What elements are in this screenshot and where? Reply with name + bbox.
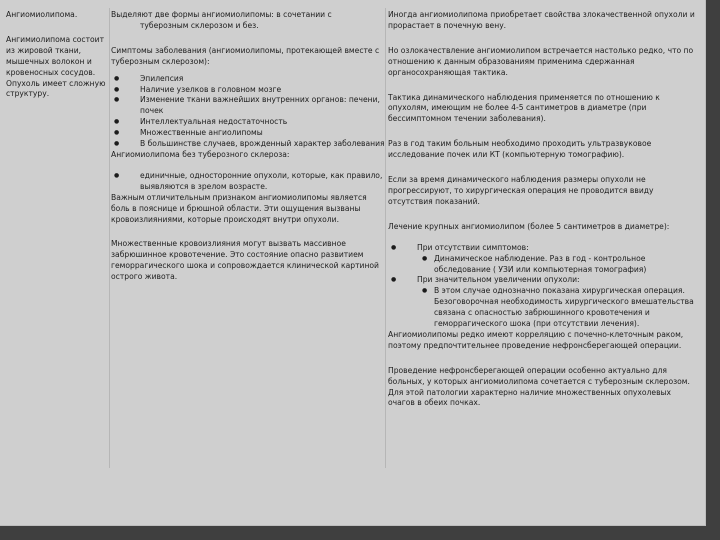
- paragraph: Ангиомиолипомы редко имеют корреляцию с почечно-клеточным раком, поэтому предпочтительнее проведение нефронсберегающей операции.: [388, 329, 684, 350]
- list-item: ● Динамическое наблюдение. Раз в год - контрольное обследование ( УЗИ или компьютерная томография): [422, 253, 647, 274]
- paragraph: Если за время динамического наблюдения размеры опухоли не прогрессируют, то хирургическая операция не проводится ввиду отсутствия показаний.: [388, 175, 654, 206]
- column-title: Ангиомиолипома.: [6, 10, 78, 19]
- bullet-icon: ●: [114, 171, 120, 179]
- forms-column: [111, 10, 387, 283]
- paragraph: Раз в год таким больным необходимо проходить ультразвуковое исследование почек или КТ (компьютерную томографию).: [388, 139, 652, 160]
- bullet-icon: ●: [114, 140, 120, 148]
- bullet-icon: ●: [114, 96, 120, 104]
- list-item: ● При значительном увеличении опухоли:: [391, 275, 580, 285]
- without-sclerosis-heading: Ангиомиолипома без туберозного склероза:: [111, 149, 290, 159]
- distinct-sign-text: Важным отличительным признаком ангиомиолипомы является боль в пояснице и брюшной области. Эти ощущения вызваны кровоизлияниями, которые происходят внутри опухоли.: [111, 192, 367, 224]
- paragraph: Но озлокачествление ангиомиолипом встречается настолько редко, что по отношению к данным образованиям применима сдержанная органосохраняющая тактика.: [388, 45, 694, 77]
- list-item: ● Эпилепсия: [114, 73, 184, 83]
- bullet-icon: ●: [114, 85, 120, 93]
- list-item: ● При отсутствии симптомов:: [391, 242, 529, 252]
- list-item: ● Наличие узелков в головном мозге: [114, 84, 282, 94]
- bullet-icon: ●: [391, 243, 397, 251]
- large-treatment-sublist: [388, 254, 700, 276]
- forms-intro: Выделяют две формы ангиомиолипомы: в сочетании с: [111, 10, 332, 19]
- symptoms-heading: Симптомы заболевания (ангиомиолипомы, протекающей вместе с туберозным склерозом):: [111, 45, 380, 66]
- bullet-icon: ●: [422, 287, 428, 295]
- bullet-icon: ●: [114, 118, 120, 126]
- multiple-hemorrhage-text: Множественные кровоизлияния могут вызвать массивное забрюшинное кровотечение. Это состояние опасно развитием геморрагического шока и сопровождается клинической картиной острого живота.: [111, 239, 379, 282]
- list-item: ● Интеллектуальная недостаточность: [114, 117, 288, 127]
- large-treatment-sublist: [388, 286, 700, 330]
- large-treatment-heading: Лечение крупных ангиомиолипом (более 5 сантиметров в диаметре):: [388, 221, 670, 231]
- definition-text: Ангимиолипома состоит из жировой ткани, мышечных волокон и кровеносных сосудов. Опухоль имеет сложную структуру.: [6, 34, 106, 99]
- large-treatment-list: [388, 275, 700, 286]
- paragraph: Проведение нефронсберегающей операции особенно актуально для больных, у которых ангиомиолипома сочетается с туберозным склерозом. Для этой патологии характерно наличие множественных опухолевых очагов в обеих почках.: [388, 365, 690, 408]
- bullet-icon: ●: [422, 254, 428, 262]
- bullet-icon: ●: [114, 74, 120, 82]
- definition-column: [6, 10, 110, 100]
- without-sclerosis-list: [111, 171, 387, 193]
- list-item: ● Изменение ткани важнейших внутренних органов: печени, почек: [114, 95, 380, 116]
- symptoms-list: [111, 74, 387, 150]
- bullet-icon: ●: [114, 129, 120, 137]
- list-item: ● В большинстве случаев, врожденный характер заболевания: [114, 139, 385, 149]
- forms-intro-continued: туберозным склерозом и без.: [140, 20, 259, 30]
- list-item: ● Множественные ангиолипомы: [114, 128, 263, 138]
- paragraph: Иногда ангиомиолипома приобретает свойства злокачественной опухоли и прорастает в почечную вену.: [388, 10, 695, 30]
- list-item: ● единичные, односторонние опухоли, которые, как правило, выявляются в зрелом возрасте.: [114, 170, 383, 191]
- list-item: ● В этом случае однозначно показана хирургическая операция. Безоговорочная необходимость хирургического вмешательства связана с опасностью забрюшинного кровотечения и геморрагического шока (при отсутствии лечения).: [422, 286, 694, 329]
- treatment-column: [388, 10, 700, 409]
- large-treatment-list: [388, 243, 700, 254]
- paragraph: Тактика динамического наблюдения применяется по отношению к опухолям, имеющим не более 4-5 сантиметров в диаметре (при бессимптомном течении заболевания).: [388, 92, 660, 124]
- bullet-icon: ●: [391, 276, 397, 284]
